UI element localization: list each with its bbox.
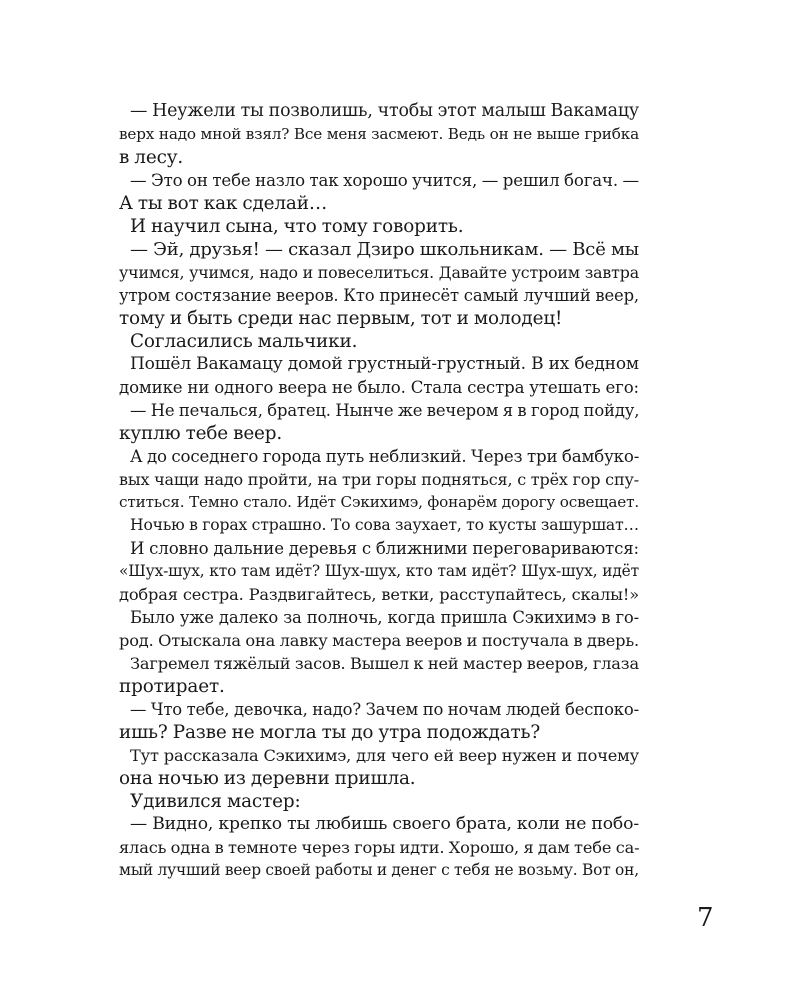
text-line: А до соседнего города путь неблизкий. Через три бамбуко- <box>130 447 640 466</box>
text-line: ститься. Темно стало. Идёт Сэкихимэ, фонарём дорогу освещает. <box>119 493 639 511</box>
body-text <box>119 100 639 882</box>
text-line: — Это он тебе назло так хорошо учится, — решил богач. — <box>130 171 639 190</box>
text-line: Загремел тяжёлый засов. Вышел к ней мастер вееров, глаза <box>130 654 639 673</box>
text-line: тому и быть среди нас первым, тот и молодец! <box>119 308 563 329</box>
text-line: род. Отыскала она лавку мастера вееров и постучала в дверь. <box>119 631 639 650</box>
text-line: — Эй, друзья! — сказал Дзиро школьникам. — Всё мы <box>130 239 639 260</box>
text-line: ишь? Разве не могла ты до утра подождать? <box>119 722 541 743</box>
text-line: протирает. <box>119 676 225 697</box>
text-line: учимся, учимся, надо и повеселиться. Давайте устроим завтра <box>119 263 639 282</box>
text-line: Удивился мастер: <box>130 791 301 812</box>
text-line: добрая сестра. Раздвигайтесь, ветки, расступайтесь, скалы!» <box>119 585 639 604</box>
text-line: Пошёл Вакамацу домой грустный-грустный. В их бедном <box>130 354 639 374</box>
text-line: домике ни одного веера не было. Стала сестра утешать его: <box>119 378 639 397</box>
text-line: ялась одна в темноте через горы идти. Хорошо, я дам тебе са- <box>119 838 640 857</box>
text-line: И научил сына, что тому говорить. <box>130 216 464 237</box>
text-line: мый лучший веер своей работы и денег с тебя не возьму. Вот он, <box>119 861 639 879</box>
text-line: Ночью в горах страшно. То сова заухает, то кусты зашуршат… <box>130 516 639 534</box>
text-line: И словно дальние деревья с ближними переговариваются: <box>130 539 639 558</box>
text-line: вых чащи надо пройти, на три горы подняться, с трёх гор спу- <box>119 470 639 489</box>
text-line: Было уже далеко за полночь, когда пришла Сэкихимэ в го- <box>130 608 639 627</box>
text-line: она ночью из деревни пришла. <box>119 768 416 789</box>
text-line: Тут рассказала Сэкихимэ, для чего ей веер нужен и почему <box>130 746 639 765</box>
text-line: А ты вот как сделай… <box>119 193 328 214</box>
text-line: — Неужели ты позволишь, чтобы этот малыш Вакамацу <box>130 101 639 121</box>
page-number: 7 <box>697 903 714 933</box>
text-line: — Видно, крепко ты любишь своего брата, коли не побо- <box>130 814 639 834</box>
text-line: — Что тебе, девочка, надо? Зачем по ночам людей беспоко- <box>130 700 639 719</box>
text-line: «Шух-шух, кто там идёт? Шух-шух, кто там идёт? Шух-шух, идёт <box>119 562 639 580</box>
text-line: — Не печалься, братец. Нынче же вечером я в город пойду, <box>130 401 640 420</box>
text-line: Согласились мальчики. <box>130 331 358 352</box>
text-line: верх надо мной взял? Все меня засмеют. Ведь он не выше грибка <box>119 125 639 143</box>
text-line: утром состязание вееров. Кто принесёт самый лучший веер, <box>119 286 639 305</box>
text-line: в лесу. <box>119 147 184 168</box>
text-line: куплю тебе веер. <box>119 423 283 444</box>
